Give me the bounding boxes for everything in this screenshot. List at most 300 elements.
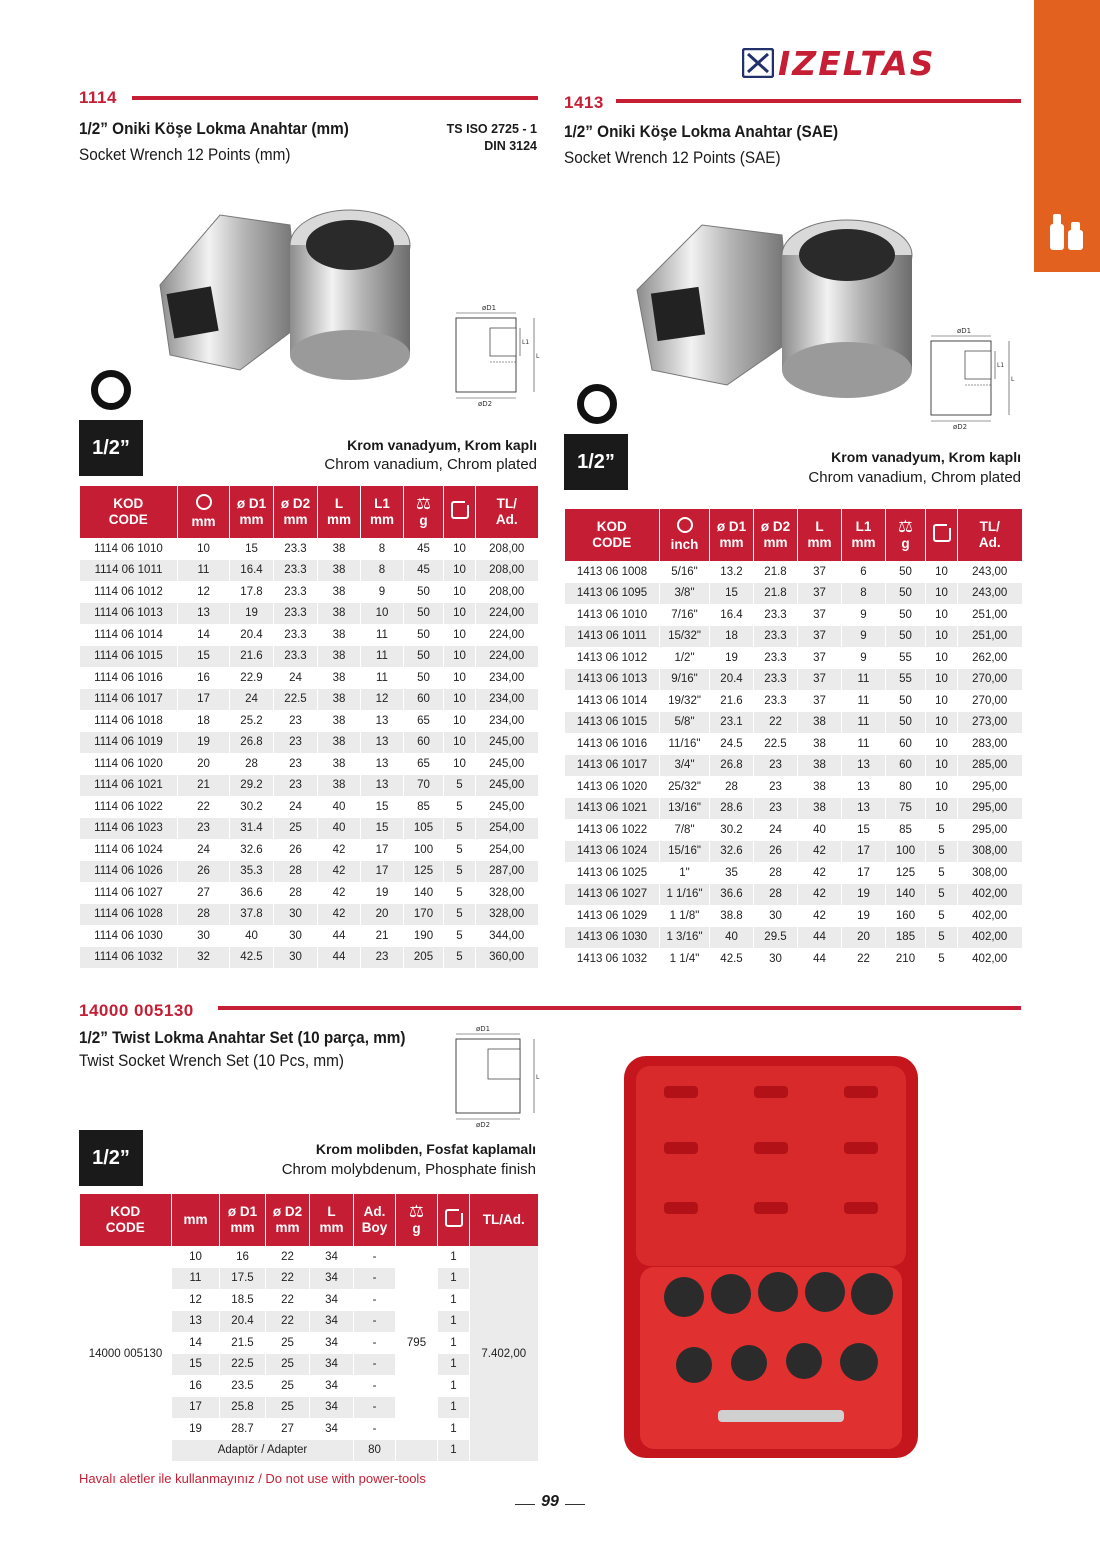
table-cell: 23.5	[220, 1375, 266, 1397]
table-cell: 23	[754, 755, 798, 777]
table-cell: 37	[798, 690, 842, 712]
col-weight: ⚖ g	[396, 1194, 438, 1246]
table-cell: 44	[318, 947, 361, 969]
drive-size-badge: 1/2”	[564, 434, 628, 490]
table-cell: 1	[438, 1397, 470, 1419]
table-cell: 38	[318, 646, 361, 668]
table-cell: -	[354, 1418, 396, 1440]
material-en: Chrom molybdenum, Phosphate finish	[281, 1161, 536, 1178]
table-cell: 245,00	[476, 732, 538, 754]
table-cell: 17.5	[220, 1268, 266, 1290]
table-cell: 10	[172, 1246, 220, 1268]
table-cell: 50	[886, 626, 926, 648]
table-cell: 308,00	[958, 862, 1022, 884]
table-cell: -	[354, 1311, 396, 1333]
table-cell: 243,00	[958, 561, 1022, 583]
table-cell: 402,00	[958, 948, 1022, 970]
table-cell: 30	[274, 947, 318, 969]
table-cell: 42	[318, 882, 361, 904]
table-cell: 11/16"	[660, 733, 710, 755]
table-cell: 25	[266, 1354, 310, 1376]
table-cell: 30	[754, 905, 798, 927]
table-cell: 254,00	[476, 839, 538, 861]
table-cell: 3/4"	[660, 755, 710, 777]
col-size: mm	[172, 1194, 220, 1246]
table-cell: 24	[230, 689, 274, 711]
table-cell: 10	[926, 604, 958, 626]
table-cell: 50	[886, 561, 926, 583]
section-divider	[218, 1006, 1021, 1010]
table-cell: 50	[404, 624, 444, 646]
table-cell: 11	[361, 624, 404, 646]
table-cell: 125	[404, 861, 444, 883]
table-row	[565, 626, 1022, 648]
table-cell: 1413 06 1010	[565, 604, 660, 626]
table-cell: 5	[444, 861, 476, 883]
section-tab	[1034, 0, 1100, 272]
table-cell: 32	[178, 947, 230, 969]
table-cell: 26.8	[230, 732, 274, 754]
table-cell: 1413 06 1017	[565, 755, 660, 777]
table-cell: 270,00	[958, 669, 1022, 691]
table-cell: 10	[178, 538, 230, 560]
table-cell: 1413 06 1016	[565, 733, 660, 755]
table-cell: -	[354, 1268, 396, 1290]
table-cell: 1 3/16"	[660, 927, 710, 949]
set-code-cell: 14000 005130	[80, 1246, 172, 1461]
table-cell: 19	[178, 732, 230, 754]
table-cell: 360,00	[476, 947, 538, 969]
table-row	[80, 925, 538, 947]
table-cell: 23	[754, 798, 798, 820]
table-cell: 38	[318, 603, 361, 625]
set-weight-cell: 795	[396, 1246, 438, 1440]
table-row	[80, 818, 538, 840]
table-cell: 13	[842, 776, 886, 798]
table-row	[80, 603, 538, 625]
table-cell: 1 1/4"	[660, 948, 710, 970]
table-row	[565, 604, 1022, 626]
table-cell: 38	[798, 798, 842, 820]
table-cell: 42	[318, 839, 361, 861]
section-divider	[616, 99, 1021, 103]
table-cell: 5	[926, 819, 958, 841]
table-cell: 1114 06 1022	[80, 796, 178, 818]
table-row	[80, 839, 538, 861]
table-cell: 5	[926, 862, 958, 884]
table-cell: 1413 06 1025	[565, 862, 660, 884]
table-cell: 1	[438, 1332, 470, 1354]
table-cell: 55	[886, 669, 926, 691]
table-cell: 16.4	[230, 560, 274, 582]
svg-text:øD1: øD1	[957, 327, 972, 335]
material-tr: Krom vanadyum, Krom kaplı	[347, 437, 537, 453]
table-cell: 17.8	[230, 581, 274, 603]
table-cell: 23	[274, 710, 318, 732]
table-cell: 1114 06 1010	[80, 538, 178, 560]
col-d1: ø D1 mm	[230, 486, 274, 538]
table-row	[80, 667, 538, 689]
table-cell: 8	[842, 583, 886, 605]
table-cell: 185	[886, 927, 926, 949]
table-cell: 10	[926, 733, 958, 755]
table-cell: 11	[842, 669, 886, 691]
table-cell: 50	[886, 690, 926, 712]
table-cell: 205	[404, 947, 444, 969]
table-cell: 21	[178, 775, 230, 797]
spec-table-1114	[79, 486, 538, 968]
table-cell: 42	[318, 861, 361, 883]
table-cell: 37	[798, 604, 842, 626]
table-cell: 19	[361, 882, 404, 904]
col-weight: ⚖ g	[404, 486, 444, 538]
table-row	[80, 775, 538, 797]
12-point-icon	[91, 370, 131, 410]
table-cell: 5	[444, 796, 476, 818]
svg-text:L: L	[1011, 376, 1015, 383]
table-cell: 1/2"	[660, 647, 710, 669]
table-cell: 18	[178, 710, 230, 732]
table-cell: 1114 06 1018	[80, 710, 178, 732]
table-cell: -	[354, 1375, 396, 1397]
table-cell: 34	[310, 1418, 354, 1440]
table-cell: 5	[444, 925, 476, 947]
table-cell: 38.8	[710, 905, 754, 927]
table-cell: 40	[230, 925, 274, 947]
table-cell: 17	[842, 862, 886, 884]
table-cell: 21.8	[754, 561, 798, 583]
col-l1: L1 mm	[842, 509, 886, 561]
table-cell: 25.8	[220, 1397, 266, 1419]
table-cell: 38	[798, 712, 842, 734]
table-cell: 60	[886, 755, 926, 777]
logo-mark-icon	[742, 48, 774, 78]
section-code-1114: 1114	[79, 88, 117, 107]
table-cell: 402,00	[958, 927, 1022, 949]
table-cell: 14	[178, 624, 230, 646]
standard-ts: TS ISO 2725 - 1	[446, 122, 537, 136]
table-cell: 1114 06 1011	[80, 560, 178, 582]
table-cell: 37	[798, 561, 842, 583]
table-cell: 1114 06 1020	[80, 753, 178, 775]
table-cell: 28	[754, 884, 798, 906]
table-cell: 13	[172, 1311, 220, 1333]
table-cell: 26.8	[710, 755, 754, 777]
table-row	[80, 904, 538, 926]
table-cell: 44	[318, 925, 361, 947]
table-cell: 1	[438, 1375, 470, 1397]
table-cell: 6	[842, 561, 886, 583]
table-cell: 8	[361, 538, 404, 560]
svg-text:øD1: øD1	[476, 1025, 491, 1033]
table-row	[565, 776, 1022, 798]
table-cell: 44	[798, 948, 842, 970]
product-title-tr: 1/2” Twist Lokma Anahtar Set (10 parça, mm)	[79, 1028, 406, 1047]
table-cell: 245,00	[476, 775, 538, 797]
table-cell: 10	[926, 690, 958, 712]
table-cell: -	[354, 1354, 396, 1376]
table-cell: 22.5	[274, 689, 318, 711]
table-cell: 55	[886, 647, 926, 669]
table-cell: 1413 06 1012	[565, 647, 660, 669]
table-cell: 1114 06 1019	[80, 732, 178, 754]
table-cell: 12	[361, 689, 404, 711]
table-cell: 85	[404, 796, 444, 818]
table-cell: 273,00	[958, 712, 1022, 734]
product-title-en: Twist Socket Wrench Set (10 Pcs, mm)	[79, 1051, 344, 1070]
table-cell: 22	[178, 796, 230, 818]
table-cell: 85	[886, 819, 926, 841]
col-l: L mm	[798, 509, 842, 561]
table-cell: 11	[178, 560, 230, 582]
brand-name: IZELTAS	[778, 43, 936, 83]
table-cell: 1413 06 1030	[565, 927, 660, 949]
col-l1: L1 mm	[361, 486, 404, 538]
table-cell: 7/8"	[660, 819, 710, 841]
table-cell: 13/16"	[660, 798, 710, 820]
table-cell: 262,00	[958, 647, 1022, 669]
table-cell: 23.3	[274, 624, 318, 646]
table-row	[565, 841, 1022, 863]
standard-din: DIN 3124	[484, 139, 537, 153]
table-row	[565, 905, 1022, 927]
table-cell: 224,00	[476, 646, 538, 668]
table-row	[565, 884, 1022, 906]
table-cell: 42.5	[710, 948, 754, 970]
table-cell: 35.3	[230, 861, 274, 883]
table-row	[565, 948, 1022, 970]
table-cell: 29.5	[754, 927, 798, 949]
table-cell: 23	[274, 775, 318, 797]
table-cell: 23.3	[274, 560, 318, 582]
table-cell: 37.8	[230, 904, 274, 926]
table-cell: 1114 06 1017	[80, 689, 178, 711]
table-cell: 17	[361, 861, 404, 883]
table-cell: 23.3	[754, 690, 798, 712]
col-d1: ø D1 mm	[220, 1194, 266, 1246]
table-cell: 22	[842, 948, 886, 970]
table-cell: 34	[310, 1268, 354, 1290]
socket-dimension-drawing	[450, 302, 542, 410]
table-cell: 10	[926, 755, 958, 777]
table-cell: 105	[404, 818, 444, 840]
table-cell: 26	[754, 841, 798, 863]
table-cell: 1413 06 1027	[565, 884, 660, 906]
12-point-icon	[677, 517, 693, 533]
table-cell: 9	[361, 581, 404, 603]
table-cell: 22	[754, 712, 798, 734]
table-cell: 75	[886, 798, 926, 820]
table-cell: 1413 06 1022	[565, 819, 660, 841]
table-cell: 1413 06 1020	[565, 776, 660, 798]
table-cell: 34	[310, 1375, 354, 1397]
table-row	[80, 1246, 538, 1268]
table-cell: 32.6	[230, 839, 274, 861]
product-title-en: Socket Wrench 12 Points (mm)	[79, 145, 291, 164]
table-cell: 28	[178, 904, 230, 926]
svg-text:L1: L1	[997, 362, 1005, 369]
adapter-boy: 80	[354, 1440, 396, 1462]
table-cell: 19	[842, 905, 886, 927]
table-cell: 30	[274, 925, 318, 947]
table-cell: 5	[444, 839, 476, 861]
table-cell: 28	[230, 753, 274, 775]
table-cell: 10	[444, 603, 476, 625]
table-cell: 27	[178, 882, 230, 904]
table-cell: 38	[318, 667, 361, 689]
col-d2: ø D2 mm	[274, 486, 318, 538]
table-cell: 344,00	[476, 925, 538, 947]
table-cell: 10	[444, 538, 476, 560]
table-cell: 10	[444, 667, 476, 689]
col-d1: ø D1 mm	[710, 509, 754, 561]
table-cell: 30.2	[710, 819, 754, 841]
table-cell: 9	[842, 604, 886, 626]
table-cell: 11	[361, 667, 404, 689]
table-cell: 38	[318, 775, 361, 797]
col-box	[438, 1194, 470, 1246]
table-cell: 37	[798, 626, 842, 648]
table-cell: 50	[886, 712, 926, 734]
adapter-label: Adaptör / Adapter	[172, 1440, 354, 1462]
table-cell: 16	[178, 667, 230, 689]
col-boy: Ad. Boy	[354, 1194, 396, 1246]
table-cell: 13	[842, 798, 886, 820]
table-cell: 15	[172, 1354, 220, 1376]
table-cell: 12	[172, 1289, 220, 1311]
table-cell: 8	[361, 560, 404, 582]
table-cell: 40	[798, 819, 842, 841]
table-cell: 20	[842, 927, 886, 949]
table-cell: 25	[266, 1332, 310, 1354]
table-cell: 10	[444, 624, 476, 646]
col-box	[444, 486, 476, 538]
col-code: KOD CODE	[565, 509, 660, 561]
table-cell: 10	[444, 689, 476, 711]
table-cell: 20.4	[230, 624, 274, 646]
table-cell: 50	[404, 667, 444, 689]
table-cell: 13	[361, 775, 404, 797]
table-cell: 13	[361, 710, 404, 732]
table-cell: 10	[444, 581, 476, 603]
table-cell: 1	[438, 1354, 470, 1376]
table-cell: 15	[230, 538, 274, 560]
table-cell: 23.3	[754, 669, 798, 691]
table-cell: 5/16"	[660, 561, 710, 583]
table-cell: 9	[842, 626, 886, 648]
table-cell: 23	[361, 947, 404, 969]
table-cell: 29.2	[230, 775, 274, 797]
table-cell: 14	[172, 1332, 220, 1354]
table-cell: 23.1	[710, 712, 754, 734]
table-cell: 402,00	[958, 884, 1022, 906]
col-code: KOD CODE	[80, 486, 178, 538]
table-cell: 328,00	[476, 904, 538, 926]
table-cell: -	[354, 1289, 396, 1311]
table-cell: 50	[404, 581, 444, 603]
table-cell: 28.7	[220, 1418, 266, 1440]
table-row	[565, 755, 1022, 777]
table-cell: 287,00	[476, 861, 538, 883]
table-cell: 1413 06 1008	[565, 561, 660, 583]
table-cell: 10	[444, 560, 476, 582]
table-cell: 13	[178, 603, 230, 625]
spec-table-1413	[564, 509, 1022, 970]
table-cell: 65	[404, 710, 444, 732]
table-cell: 42	[798, 841, 842, 863]
table-cell: 18.5	[220, 1289, 266, 1311]
material-tr: Krom vanadyum, Krom kaplı	[831, 449, 1021, 465]
drive-size-badge: 1/2”	[79, 1130, 143, 1186]
table-cell: 23	[754, 776, 798, 798]
table-cell: 170	[404, 904, 444, 926]
table-cell: 1	[438, 1311, 470, 1333]
table-row	[80, 538, 538, 560]
table-cell: 38	[318, 689, 361, 711]
socket-photo	[632, 210, 922, 405]
table-cell: 1114 06 1023	[80, 818, 178, 840]
table-cell: 38	[318, 560, 361, 582]
table-cell: 285,00	[958, 755, 1022, 777]
table-cell: 22	[266, 1246, 310, 1268]
table-row	[565, 561, 1022, 583]
table-cell: 5	[444, 904, 476, 926]
table-cell: 25/32"	[660, 776, 710, 798]
table-cell: 80	[886, 776, 926, 798]
table-cell: 23.3	[754, 604, 798, 626]
box-qty-icon	[451, 501, 469, 519]
table-cell: 19/32"	[660, 690, 710, 712]
scale-icon: ⚖	[408, 1202, 425, 1221]
table-cell: 13	[842, 755, 886, 777]
table-cell: 50	[886, 583, 926, 605]
table-cell: 11	[842, 733, 886, 755]
table-cell: 1114 06 1024	[80, 839, 178, 861]
table-cell: 38	[318, 581, 361, 603]
table-cell: 224,00	[476, 624, 538, 646]
table-cell: 19	[172, 1418, 220, 1440]
table-cell: 25	[266, 1375, 310, 1397]
table-cell: 34	[310, 1354, 354, 1376]
socket-photo	[150, 195, 420, 395]
table-row	[80, 689, 538, 711]
table-row	[80, 646, 538, 668]
table-row	[80, 796, 538, 818]
table-row	[565, 583, 1022, 605]
table-cell: 15	[178, 646, 230, 668]
col-price: TL/Ad.	[470, 1194, 538, 1246]
table-cell: 50	[404, 646, 444, 668]
table-cell: 1114 06 1027	[80, 882, 178, 904]
table-cell: 208,00	[476, 538, 538, 560]
table-cell: 10	[444, 710, 476, 732]
table-cell: 1114 06 1014	[80, 624, 178, 646]
table-cell: 38	[798, 776, 842, 798]
table-cell: 308,00	[958, 841, 1022, 863]
table-cell: 65	[404, 753, 444, 775]
table-cell: 7/16"	[660, 604, 710, 626]
col-d2: ø D2 mm	[754, 509, 798, 561]
table-cell: 251,00	[958, 626, 1022, 648]
table-cell: 234,00	[476, 667, 538, 689]
table-cell: 1	[438, 1246, 470, 1268]
table-cell: 34	[310, 1397, 354, 1419]
table-cell: 24	[754, 819, 798, 841]
table-cell: 13.2	[710, 561, 754, 583]
table-cell: 18	[710, 626, 754, 648]
table-cell: 34	[310, 1332, 354, 1354]
table-cell: 42	[798, 905, 842, 927]
